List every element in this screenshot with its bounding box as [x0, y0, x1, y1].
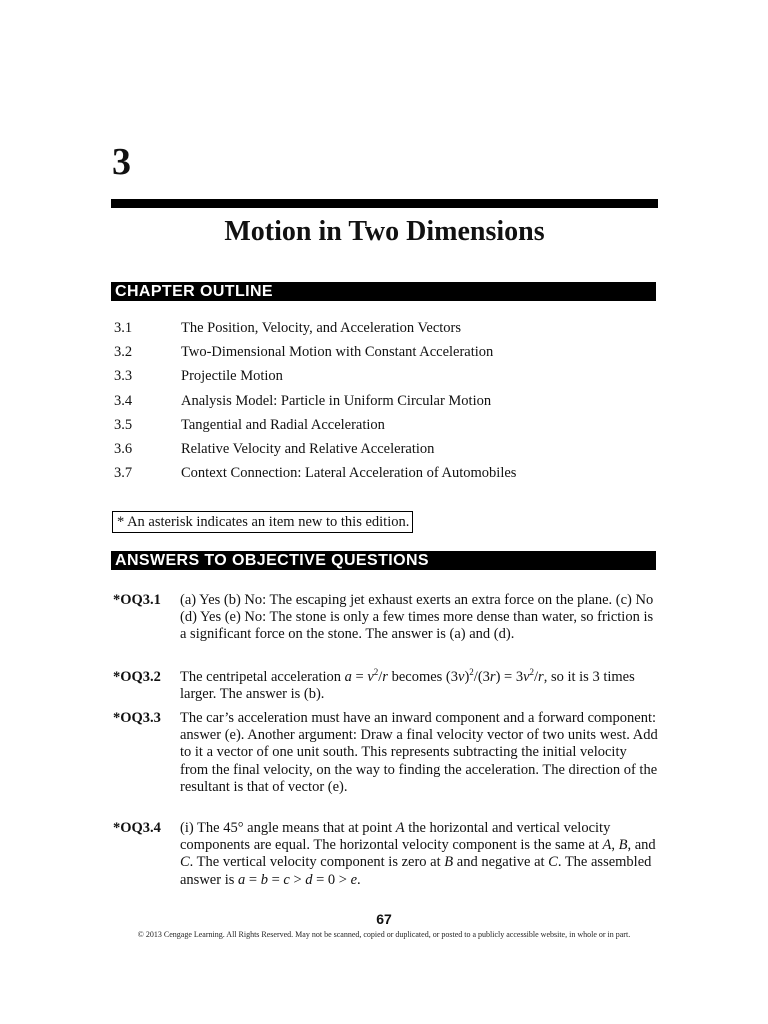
- chapter-outline-heading: CHAPTER OUTLINE: [111, 282, 656, 301]
- outline-item: [114, 413, 516, 437]
- chapter-outline-list: [114, 316, 516, 485]
- answer-oq3-2: [113, 669, 658, 703]
- section-number: 3.7: [114, 465, 133, 482]
- section-number: 3.3: [114, 368, 133, 385]
- section-title: Projectile Motion: [181, 368, 283, 385]
- title-rule: [111, 199, 658, 208]
- section-number: 3.6: [114, 440, 133, 457]
- section-title: Tangential and Radial Acceleration: [181, 416, 385, 433]
- outline-item: [114, 389, 516, 413]
- outline-item: [114, 461, 516, 485]
- outline-item: [114, 316, 516, 340]
- section-title: Two-Dimensional Motion with Constant Acceleration: [181, 344, 494, 361]
- outline-item: [114, 340, 516, 364]
- section-number: 3.1: [114, 320, 133, 336]
- outline-item: [114, 437, 516, 461]
- question-label: *OQ3.2: [113, 669, 161, 685]
- outline-item: [114, 364, 516, 388]
- question-label: *OQ3.1: [113, 592, 161, 608]
- section-title: Relative Velocity and Relative Acceleration: [181, 440, 435, 457]
- answer-oq3-3: [113, 710, 658, 796]
- chapter-number: 3: [112, 141, 131, 183]
- section-title: Context Connection: Lateral Acceleration of Automobiles: [181, 465, 517, 482]
- question-label: *OQ3.3: [113, 710, 161, 726]
- answer-oq3-4: [113, 820, 658, 889]
- page-number: 67: [376, 911, 392, 927]
- section-number: 3.5: [114, 416, 133, 433]
- answer-text: The centripetal acceleration $a = v^2/r$ becomes $(3v)^2/(3r) = 3v^2/r$, so it is 3 times larger. The answer is (b).: [180, 667, 635, 703]
- answer-text: (i) The 45° angle means that at point A the horizontal and vertical velocity components are equal. The horizontal velocity component is the same at A, B, and C. The vertical velocity component is zero at B and negative at C. The assembled answer is a = b = c > d = 0 > e.: [180, 820, 656, 888]
- chapter-title: Motion in Two Dimensions: [224, 216, 545, 247]
- section-title: Analysis Model: Particle in Uniform Circular Motion: [181, 392, 492, 409]
- section-number: 3.2: [114, 344, 133, 361]
- section-number: 3.4: [114, 392, 133, 409]
- answers-heading: ANSWERS TO OBJECTIVE QUESTIONS: [111, 551, 656, 570]
- section-title: The Position, Velocity, and Acceleration Vectors: [181, 320, 462, 336]
- answer-text: The car’s acceleration must have an inward component and a forward component: answer (e). Another argument: Draw a final velocity vector of two units west. Add to it a vector of one unit south. This represents subtracting the initial velocity from the final velocity, on the way to finding the acceleration. The direction of the resultant is that of vector (e).: [180, 710, 658, 795]
- answer-oq3-1: [113, 592, 658, 644]
- question-label: *OQ3.4: [113, 820, 161, 836]
- copyright-notice: © 2013 Cengage Learning. All Rights Reserved. May not be scanned, copied or duplicated, or posted to a publicly accessible website, in whole or in part.: [137, 930, 631, 939]
- answer-text: (a) Yes (b) No: The escaping jet exhaust exerts an extra force on the plane. (c) No (d) Yes (e) No: The stone is only a few times more dense than water, so friction is a significant force on the stone. The answer is (a) and (d).: [180, 592, 654, 643]
- asterisk-note: * An asterisk indicates an item new to this edition.: [112, 511, 413, 533]
